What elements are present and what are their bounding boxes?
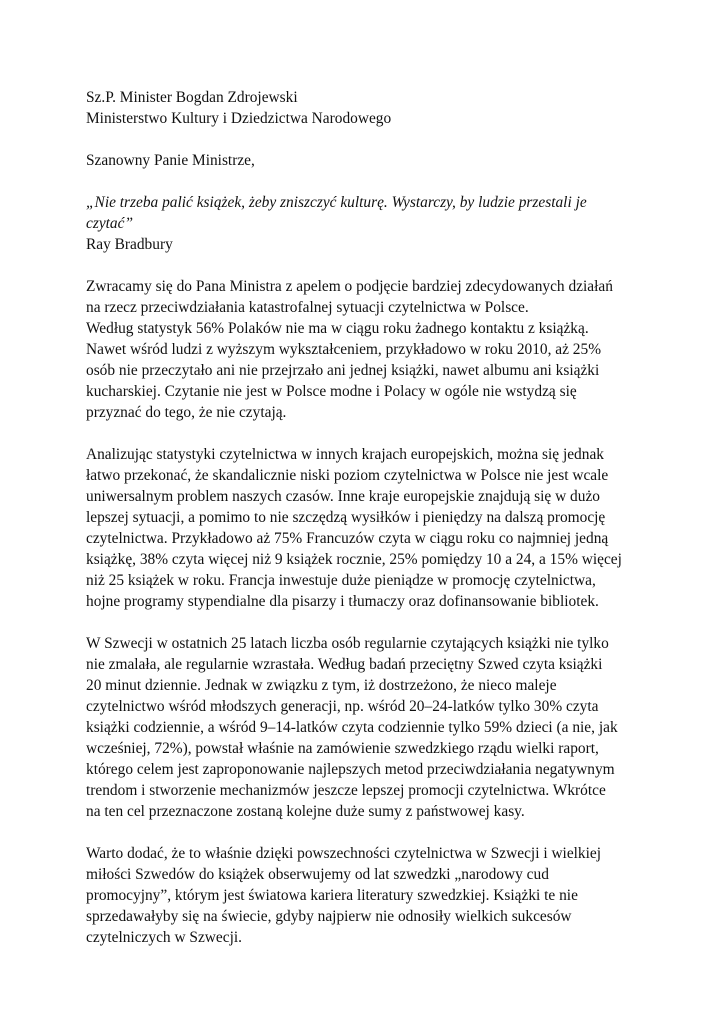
paragraph-line: czytelniczych w Szwecji. xyxy=(86,929,242,946)
paragraph-line: łatwo przekonać, że skandalicznie niski poziom czytelnictwa w Polsce nie jest wcale xyxy=(86,467,609,484)
paragraph-line: wcześniej, 72%), powstał właśnie na zamówienie szwedzkiego rządu wielki raport, xyxy=(86,740,599,757)
paragraph-line: przyznać do tego, że nie czytają. xyxy=(86,404,287,421)
paragraph-line: Zwracamy się do Pana Ministra z apelem o podjęcie bardziej zdecydowanych działań xyxy=(86,278,613,295)
paragraph-line: czytelnictwo wśród młodszych generacji, np. wśród 20–24-latków tylko 30% czyta xyxy=(86,698,599,715)
recipient-name: Sz.P. Minister Bogdan Zdrojewski xyxy=(86,89,298,106)
paragraph-line: lepszej sytuacji, a pomimo to nie szczędzą wysiłków i pieniędzy na dalszą promocję xyxy=(86,509,606,526)
spacer xyxy=(86,612,652,633)
paragraph-line: nie zmalała, ale regularnie wzrastała. Według badań przeciętny Szwed czyta książki xyxy=(86,656,603,673)
paragraph-line: W Szwecji w ostatnich 25 latach liczba osób regularnie czytających książki nie tylko xyxy=(86,635,609,652)
paragraph-line: promocyjny”, którym jest światowa kariera literatury szwedzkiej. Książki te nie xyxy=(86,887,578,904)
paragraph-2 xyxy=(86,444,652,612)
letter-body xyxy=(86,87,652,948)
paragraph-line: książki codziennie, a wśród 9–14-latków czyta codziennie tylko 59% dzieci (a nie, jak xyxy=(86,719,618,736)
paragraph-line: uniwersalnym problem naszych czasów. Inne kraje europejskie znajdują się w dużo xyxy=(86,488,600,505)
salutation-text: Szanowny Panie Ministrze, xyxy=(86,152,255,169)
paragraph-line: osób nie przeczytało ani nie przejrzało ani jednej książki, nawet albumu ani książki xyxy=(86,362,600,379)
paragraph-line: sprzedawałyby się na świecie, gdyby najpierw nie odnosiły wielkich sukcesów xyxy=(86,908,572,925)
paragraph-line: Warto dodać, że to właśnie dzięki powszechności czytelnictwa w Szwecji i wielkiej xyxy=(86,845,602,862)
paragraph-line: na rzecz przeciwdziałania katastrofalnej sytuacji czytelnictwa w Polsce. xyxy=(86,299,529,316)
paragraph-line: na ten cel przeznaczone zostaną kolejne duże sumy z państwowej kasy. xyxy=(86,803,525,820)
quote-line: „Nie trzeba palić książek, żeby zniszczyć kulturę. Wystarczy, by ludzie przestali je xyxy=(86,194,587,211)
recipient-block xyxy=(86,87,652,129)
spacer xyxy=(86,255,652,276)
paragraph-line: trendom i stworzenie mechanizmów jeszcze lepszej promocji czytelnictwa. Wkrótce xyxy=(86,782,606,799)
paragraph-line: którego celem jest zaproponowanie najlepszych metod przeciwdziałania negatywnym xyxy=(86,761,615,778)
spacer xyxy=(86,171,652,192)
paragraph-line: książkę, 38% czyta więcej niż 9 książek rocznie, 25% pomiędzy 10 a 24, a 15% więcej xyxy=(86,551,622,568)
quote-line: czytać” xyxy=(86,215,134,232)
paragraph-1 xyxy=(86,276,652,423)
paragraph-line: Według statystyk 56% Polaków nie ma w ciągu roku żadnego kontaktu z książką. xyxy=(86,320,589,337)
paragraph-4 xyxy=(86,843,652,948)
paragraph-3 xyxy=(86,633,652,822)
paragraph-line: czytelnictwa. Przykładowo aż 75% Francuzów czyta w ciągu roku co najmniej jedną xyxy=(86,530,609,547)
spacer xyxy=(86,423,652,444)
paragraph-line: hojne programy stypendialne dla pisarzy i tłumaczy oraz dofinansowanie bibliotek. xyxy=(86,593,599,610)
recipient-ministry: Ministerstwo Kultury i Dziedzictwa Narodowego xyxy=(86,110,392,127)
spacer xyxy=(86,822,652,843)
paragraph-line: niż 25 książek w roku. Francja inwestuje duże pieniądze w promocję czytelnictwa, xyxy=(86,572,596,589)
epigraph-quote xyxy=(86,192,652,255)
spacer xyxy=(86,129,652,150)
quote-author: Ray Bradbury xyxy=(86,236,173,253)
paragraph-line: 20 minut dziennie. Jednak w związku z tym, iż dostrzeżono, że nieco maleje xyxy=(86,677,557,694)
paragraph-line: miłości Szwedów do książek obserwujemy od lat szwedzki „narodowy cud xyxy=(86,866,549,883)
paragraph-line: kucharskiej. Czytanie nie jest w Polsce modne i Polacy w ogóle nie wstydzą się xyxy=(86,383,577,400)
salutation xyxy=(86,150,652,171)
paragraph-line: Analizując statystyki czytelnictwa w innych krajach europejskich, można się jednak xyxy=(86,446,604,463)
paragraph-line: Nawet wśród ludzi z wyższym wykształceniem, przykładowo w roku 2010, aż 25% xyxy=(86,341,602,358)
